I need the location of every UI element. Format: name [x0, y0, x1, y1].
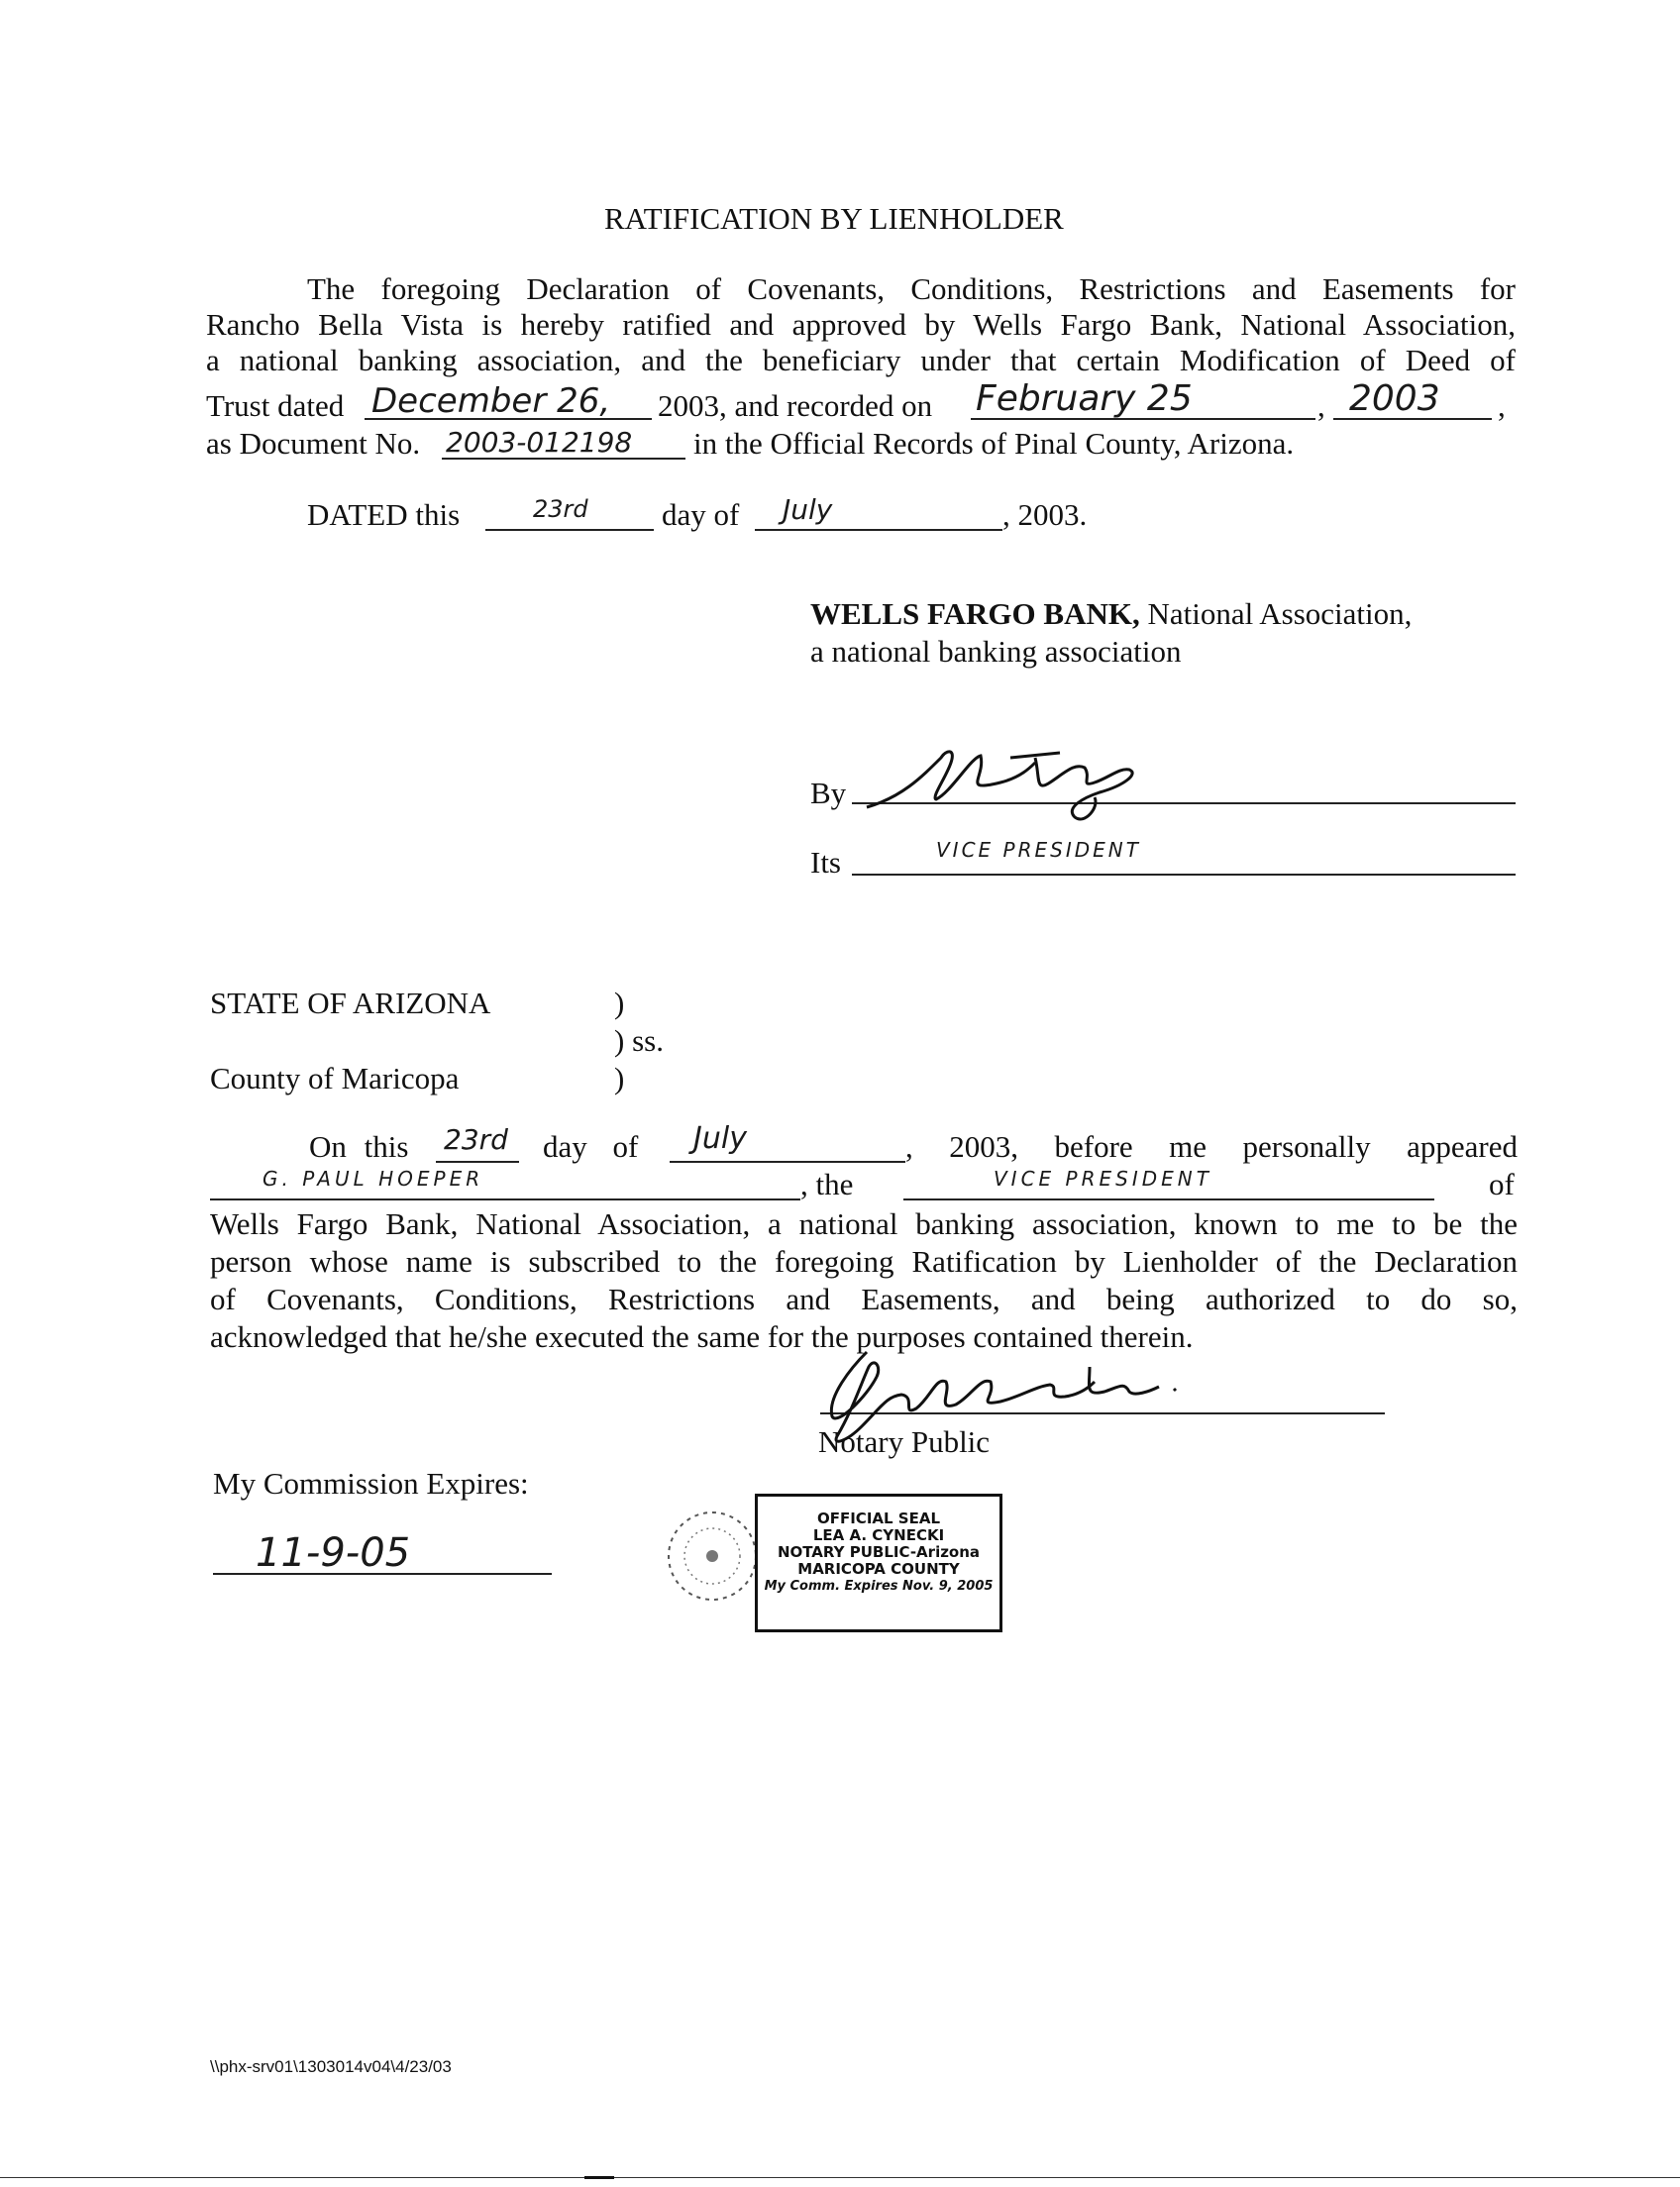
dated-day-of: day of	[662, 497, 740, 532]
paren-1: )	[614, 986, 625, 1020]
ack-day-blank	[436, 1161, 519, 1163]
vp-signature	[862, 738, 1169, 827]
ack-of: of	[1489, 1167, 1515, 1201]
ack-month-blank	[670, 1161, 905, 1163]
recorded-date-handwritten: February 25	[976, 378, 1193, 419]
ack-line3: Wells Fargo Bank, National Association, a national banking association, known to me to be the	[210, 1206, 1518, 1241]
commission-label: My Commission Expires:	[213, 1466, 529, 1501]
bottom-rule	[0, 2177, 1680, 2178]
dated-day-blank	[485, 529, 654, 531]
paren-3: )	[614, 1061, 625, 1095]
signer-line2: a national banking association	[810, 634, 1182, 669]
signer-bank-name: WELLS FARGO BANK,	[810, 596, 1140, 631]
its-title-line	[852, 874, 1516, 876]
commission-handwritten: 11-9-05	[256, 1530, 411, 1576]
comma-2: ,	[1498, 388, 1506, 423]
official-records-text: in the Official Records of Pinal County, Arizona.	[693, 426, 1295, 461]
trust-date-handwritten: December 26,	[371, 381, 611, 421]
ack-title-blank	[903, 1198, 1434, 1200]
seal-line1: OFFICIAL SEAL	[816, 1510, 941, 1527]
seal-line2: LEA A. CYNECKI	[812, 1526, 945, 1544]
notary-public-label: Notary Public	[818, 1424, 991, 1459]
its-title-handwritten: VICE PRESIDENT	[936, 838, 1141, 862]
footer-path: \\phx-srv01\1303014v04\4/23/03	[210, 2057, 452, 2076]
on-this-label: On this	[309, 1129, 409, 1164]
para1-line3: a national banking association, and the beneficiary under that certain Modification of Deed of	[206, 343, 1516, 377]
recorded-year-handwritten: 2003	[1349, 378, 1440, 419]
ack-day-of: day of	[543, 1129, 639, 1164]
state-label: STATE OF ARIZONA	[210, 986, 491, 1020]
ack-line4: person whose name is subscribed to the foregoing Ratification by Lienholder of the Declaration	[210, 1244, 1518, 1279]
ack-day-handwritten: 23rd	[444, 1123, 508, 1156]
official-seal-box	[755, 1494, 1002, 1632]
seal-line3: NOTARY PUBLIC-Arizona	[777, 1543, 981, 1561]
dated-year: , 2003.	[1002, 497, 1088, 532]
doc-no-label: as Document No.	[206, 426, 421, 461]
seal-line5: My Comm. Expires Nov. 9, 2005	[764, 1579, 994, 1594]
ack-before-me: , 2003, before me personally appeared	[905, 1129, 1518, 1164]
para1-line1: The foregoing Declaration of Covenants, Conditions, Restrictions and Easements for	[307, 271, 1516, 306]
doc-no-handwritten: 2003-012198	[446, 426, 633, 459]
comma-1: ,	[1317, 388, 1325, 423]
county-label: County of Maricopa	[210, 1061, 460, 1095]
ack-line6: acknowledged that he/she executed the same for the purposes contained therein.	[210, 1319, 1194, 1354]
its-label: Its	[810, 845, 841, 880]
bottom-tick	[584, 2176, 614, 2179]
ack-name-blank	[210, 1198, 800, 1200]
dated-month-blank	[755, 529, 1002, 531]
dated-day-handwritten: 23rd	[533, 495, 588, 523]
recorded-on-label: 2003, and recorded on	[658, 388, 933, 423]
seal-line4: MARICOPA COUNTY	[797, 1560, 960, 1578]
seal-emblem	[662, 1506, 763, 1607]
ack-the: , the	[800, 1167, 854, 1201]
ack-month-handwritten: July	[693, 1121, 747, 1156]
document-title: RATIFICATION BY LIENHOLDER	[604, 201, 1064, 236]
signer-bank	[810, 596, 1412, 632]
dated-label: DATED this	[307, 497, 461, 532]
ack-name-handwritten: G. PAUL HOEPER	[262, 1167, 484, 1191]
by-label: By	[810, 776, 847, 810]
ack-title-handwritten: VICE PRESIDENT	[994, 1167, 1212, 1191]
para1-line2: Rancho Bella Vista is hereby ratified and approved by Wells Fargo Bank, National Association,	[206, 307, 1516, 342]
ss-label: ) ss.	[614, 1023, 664, 1058]
signer-bank-rest: National Association,	[1139, 596, 1413, 631]
trust-dated-label: Trust dated	[206, 388, 345, 423]
ack-line5: of Covenants, Conditions, Restrictions and Easements, and being authorized to do so,	[210, 1282, 1518, 1316]
dated-month-handwritten: July	[783, 493, 833, 526]
